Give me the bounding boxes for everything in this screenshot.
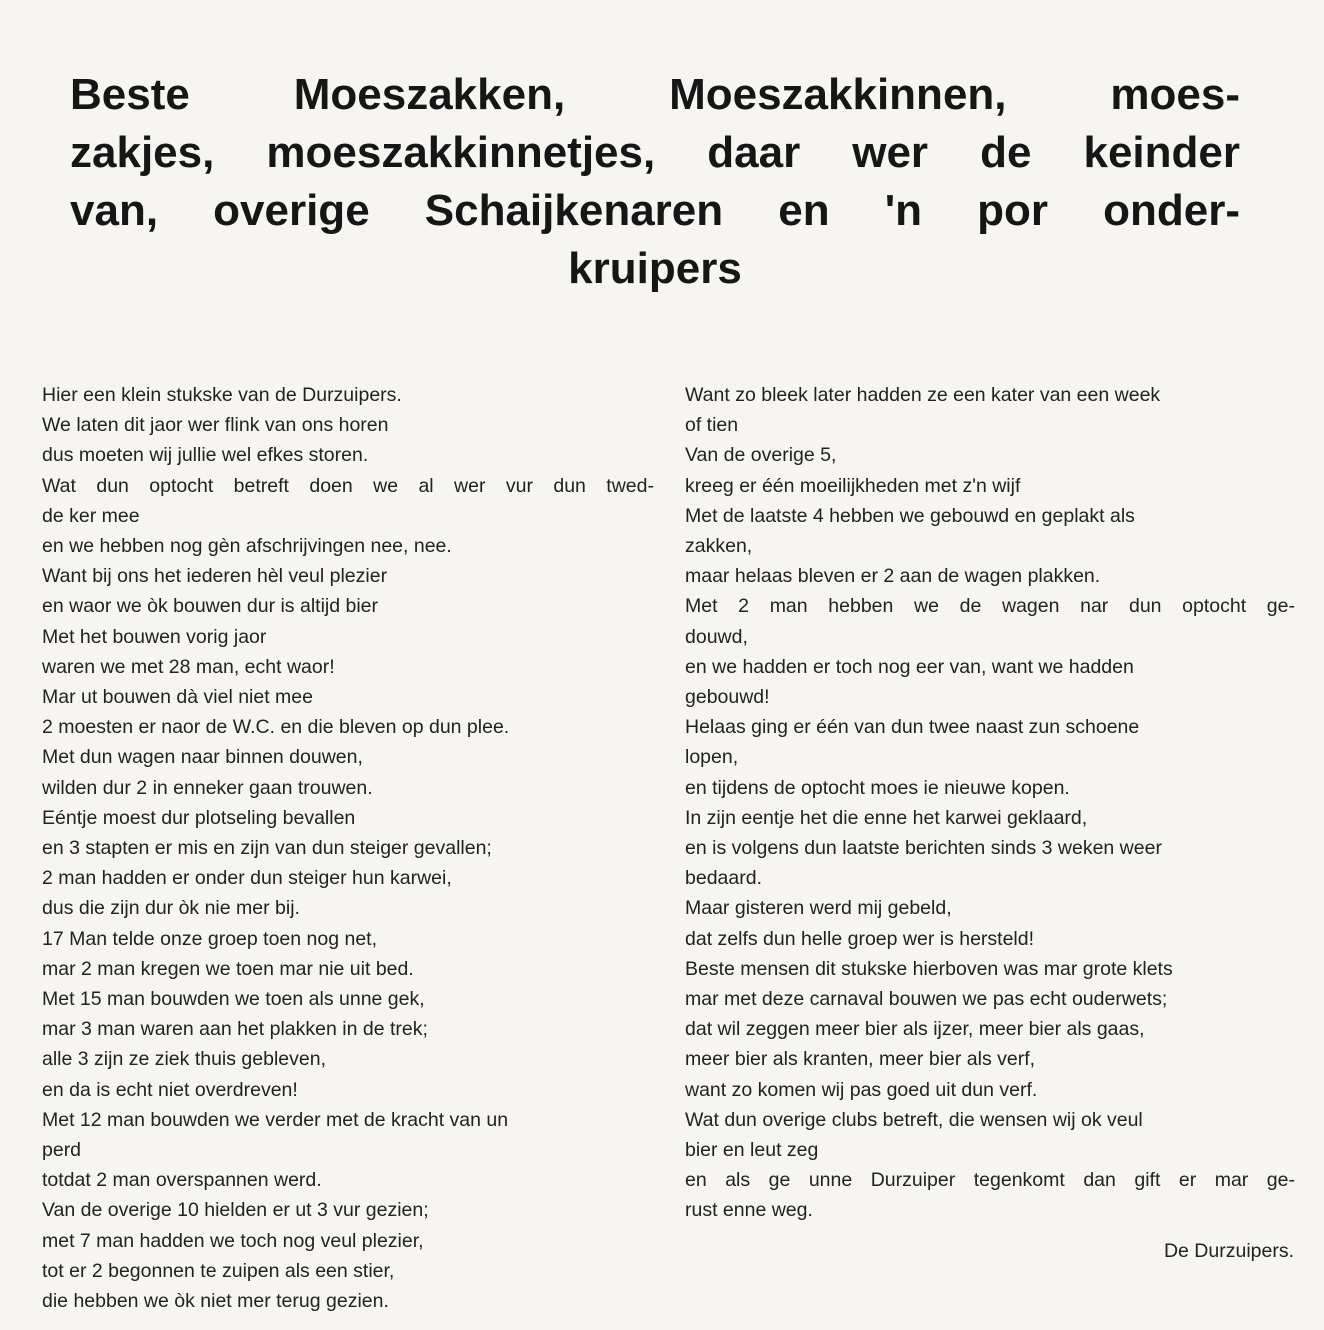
right-column-line: en is volgens dun laatste berichten sinds 3 weken weer	[685, 837, 1162, 860]
right-column-line: mar met deze carnaval bouwen we pas echt ouderwets;	[685, 988, 1168, 1011]
left-column-line: tot er 2 begonnen te zuipen als een stier,	[42, 1259, 395, 1282]
left-column-line: Mar ut bouwen dà viel niet mee	[42, 686, 313, 709]
left-column-line: Hier een klein stukske van de Durzuipers.	[42, 384, 402, 406]
left-column-line: Met het bouwen vorig jaor	[42, 625, 267, 648]
left-column-line: perd	[42, 1139, 82, 1162]
left-column-line: mar 2 man kregen we toen mar nie uit bed.	[42, 957, 414, 980]
left-column-line: waren we met 28 man, echt waor!	[42, 655, 335, 678]
title-line-2: zakjes, moeszakkinnetjes, daar wer de keinder	[70, 128, 1240, 177]
left-column-line: en waor we òk bouwen dur is altijd bier	[42, 595, 379, 618]
right-column-line: Wat dun overige clubs betreft, die wensen wij ok veul	[685, 1108, 1143, 1131]
right-column-line: douwd,	[685, 625, 748, 648]
right-column-line: dat wil zeggen meer bier als ijzer, meer bier als gaas,	[685, 1018, 1145, 1041]
left-column-line: Met 15 man bouwden we toen als unne gek,	[42, 988, 425, 1011]
left-text-column	[42, 380, 654, 1316]
left-column-line: en da is echt niet overdreven!	[42, 1078, 298, 1101]
right-column-line: en we hadden er toch nog eer van, want we hadden	[685, 655, 1134, 678]
left-column-line: totdat 2 man overspannen werd.	[42, 1169, 322, 1192]
left-column-line: Met dun wagen naar binnen douwen,	[42, 746, 363, 769]
right-column-line: Want zo bleek later hadden ze een kater van een week	[685, 384, 1161, 406]
right-column-line: en tijdens de optocht moes ie nieuwe kopen.	[685, 776, 1070, 799]
left-column-line: 2 man hadden er onder dun steiger hun karwei,	[42, 867, 452, 890]
right-column-line: Met de laatste 4 hebben we gebouwd en geplakt als	[685, 504, 1135, 527]
right-column-line: Van de overige 5,	[685, 444, 837, 467]
document-title	[70, 66, 1240, 298]
right-column-line: want zo komen wij pas goed uit dun verf.	[685, 1078, 1038, 1101]
left-column-line: Met 12 man bouwden we verder met de kracht van un	[42, 1108, 509, 1131]
signature: De Durzuipers.	[1163, 1240, 1294, 1262]
left-column-line: Wat dun optocht betreft doen we al wer vur dun twed-	[42, 474, 654, 497]
left-column-line: met 7 man hadden we toch nog veul plezier,	[42, 1229, 424, 1252]
title-line-1: Beste Moeszakken, Moeszakkinnen, moes-	[70, 70, 1240, 119]
left-column-line: en we hebben nog gèn afschrijvingen nee, nee.	[42, 535, 452, 558]
left-column-line: Want bij ons het iederen hèl veul plezier	[42, 565, 388, 588]
left-column-line: 17 Man telde onze groep toen nog net,	[42, 927, 378, 950]
left-column-line: Van de overige 10 hielden er ut 3 vur gezien;	[42, 1199, 429, 1222]
right-column-line: maar helaas bleven er 2 aan de wagen plakken.	[685, 565, 1101, 588]
title-line-3: van, overige Schaijkenaren en 'n por onder-	[70, 186, 1240, 235]
left-column-line: dus moeten wij jullie wel efkes storen.	[42, 444, 369, 467]
right-column-line: meer bier als kranten, meer bier als verf,	[685, 1048, 1036, 1071]
right-column-line: Met 2 man hebben we de wagen nar dun optocht ge-	[685, 595, 1295, 618]
right-column-line: gebouwd!	[685, 686, 770, 709]
right-column-line: zakken,	[685, 535, 753, 558]
title-line-4: kruipers	[568, 244, 742, 293]
right-column-line: Helaas ging er één van dun twee naast zun schoene	[685, 716, 1140, 739]
left-column-line: en 3 stapten er mis en zijn van dun steiger gevallen;	[42, 837, 492, 860]
left-column-line: dus die zijn dur òk nie mer bij.	[42, 897, 300, 920]
right-text-column	[685, 380, 1295, 1226]
right-column-line: lopen,	[685, 746, 739, 769]
left-column-line: 2 moesten er naor de W.C. en die bleven op dun plee.	[42, 716, 510, 739]
left-column-line: We laten dit jaor wer flink van ons horen	[42, 414, 389, 437]
right-column-line: Beste mensen dit stukske hierboven was mar grote klets	[685, 957, 1173, 980]
left-column-line: alle 3 zijn ze ziek thuis gebleven,	[42, 1048, 326, 1071]
right-column-line: en als ge unne Durzuiper tegenkomt dan gift er mar ge-	[685, 1169, 1295, 1192]
right-column-line: bedaard.	[685, 867, 762, 890]
right-column-line: Maar gisteren werd mij gebeld,	[685, 897, 952, 920]
left-column-line: de ker mee	[42, 504, 140, 527]
left-column-line: mar 3 man waren aan het plakken in de trek;	[42, 1018, 428, 1041]
right-column-line: of tien	[685, 414, 739, 437]
right-column-line: rust enne weg.	[685, 1199, 813, 1222]
right-column-line: bier en leut zeg	[685, 1139, 819, 1162]
left-column-line: wilden dur 2 in enneker gaan trouwen.	[42, 776, 373, 799]
left-column-line: Eéntje moest dur plotseling bevallen	[42, 806, 356, 829]
left-column-line: die hebben we òk niet mer terug gezien.	[42, 1290, 389, 1313]
right-column-line: kreeg er één moeilijkheden met z'n wijf	[685, 474, 1021, 497]
right-column-line: dat zelfs dun helle groep wer is hersteld!	[685, 927, 1035, 950]
right-column-line: In zijn eentje het die enne het karwei geklaard,	[685, 806, 1088, 829]
